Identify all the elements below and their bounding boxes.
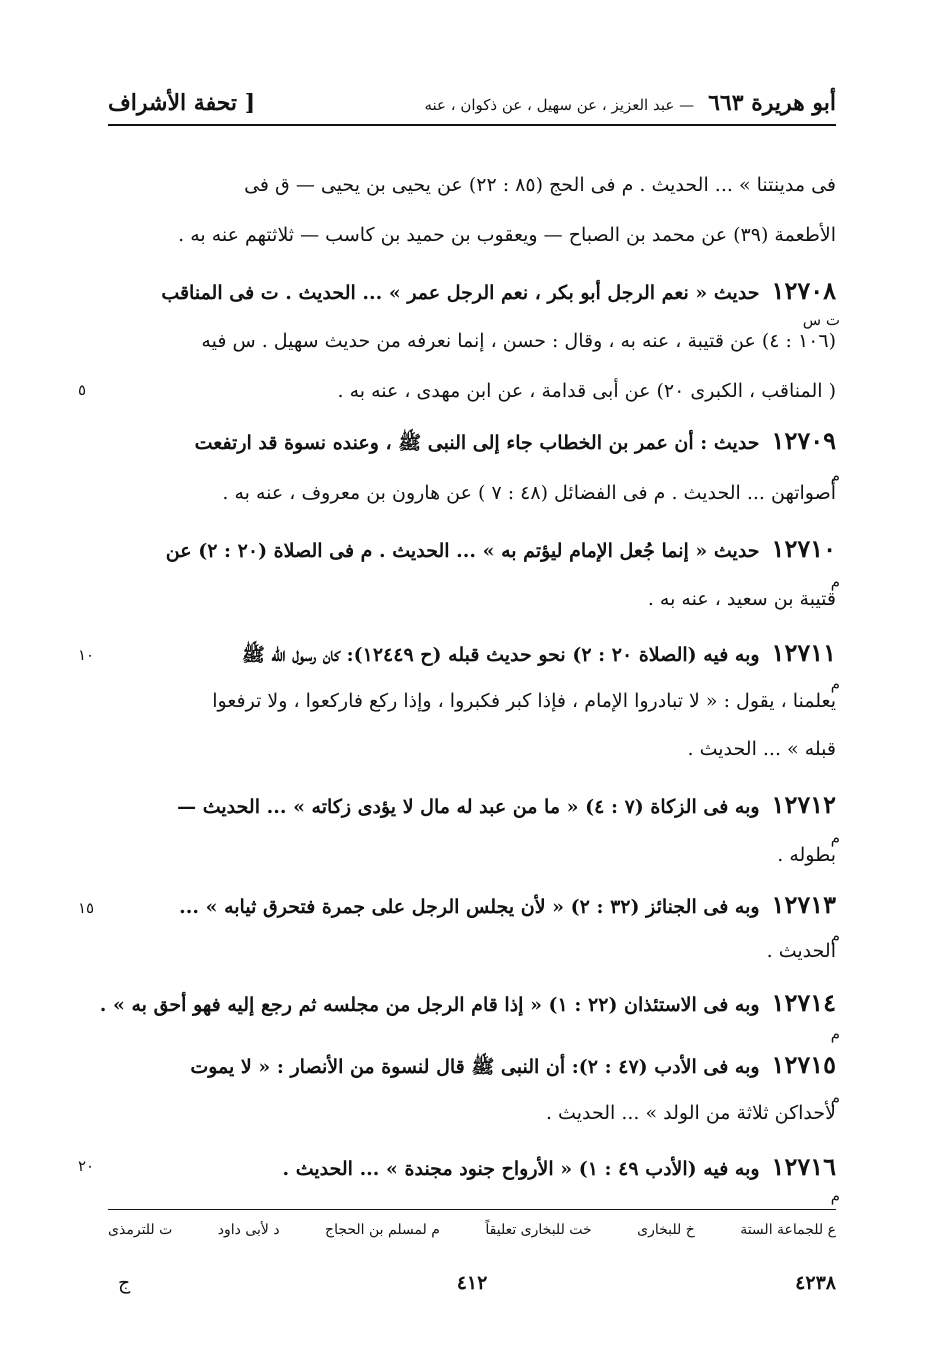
- footnote-divider: [108, 1209, 836, 1210]
- volume-signature: ج: [118, 1272, 131, 1294]
- text-line: الأطعمة (٣٩) عن محمد بن الصباح — ويعقوب بن حميد بن كاسب — ثلاثتهم عنه به .: [178, 224, 836, 246]
- header-narrator-title: أبو هريرة ٦٦٣: [708, 90, 836, 116]
- abbreviation-item: ت للترمذى: [108, 1222, 173, 1238]
- source-mark: م: [830, 573, 840, 591]
- hadith-entry-12714: ١٢٧١٤وبه فى الاستئذان (٢٢ : ١) « إذا قام الرجل من مجلسه ثم رجع إليه فهو أحق به » .: [99, 988, 836, 1017]
- text-line: الحديث .: [766, 940, 836, 962]
- hadith-entry-12711: ١٢٧١١وبه فيه (الصلاة ٢٠ : ٢) نحو حديث قبله (ح ١٢٤٤٩): كان رسول الله ﷺ: [241, 638, 836, 667]
- margin-line-number: ١٥: [78, 899, 95, 917]
- entry-number: ١٢٧١٤: [771, 988, 836, 1017]
- text-line: لأحداكن ثلاثة من الولد » ... الحديث .: [545, 1102, 836, 1124]
- abbreviation-item: ع للجماعة الستة: [740, 1222, 836, 1238]
- source-mark: م: [830, 467, 840, 485]
- header-book-name: [ تحفة الأشراف: [108, 90, 256, 116]
- abbreviation-item: خ للبخارى: [637, 1222, 695, 1238]
- text-line: ( المناقب ، الكبرى ٢٠) عن أبى قدامة ، عن ابن مهدى ، عنه به .: [337, 380, 836, 402]
- text-line: فى مدينتنا » ... الحديث . م فى الحج (٨٥ : ٢٢) عن يحيى بن يحيى — ق فى: [244, 174, 836, 196]
- abbreviation-key: [108, 1222, 836, 1238]
- page-number: ٤١٢: [456, 1272, 488, 1294]
- hadith-entry-12712: ١٢٧١٢وبه فى الزكاة (٧ : ٤) « ما من عبد له مال لا يؤدى زكاته » ... الحديث —: [177, 790, 836, 819]
- hadith-entry-12709: ١٢٧٠٩حديث : أن عمر بن الخطاب جاء إلى النبى ﷺ ، وعنده نسوة قد ارتفعت: [194, 426, 836, 455]
- header-chain: — عبد العزيز ، عن سهيل ، عن ذكوان ، عنه: [424, 96, 695, 114]
- entry-number: ١٢٧١٦: [771, 1152, 836, 1181]
- hadith-entry-12708: ١٢٧٠٨حديث « نعم الرجل أبو بكر ، نعم الرجل عمر » ... الحديث . ت فى المناقب: [161, 276, 836, 305]
- text-line: (١٠٦ : ٤) عن قتيبة ، عنه به ، وقال : حسن ، إنما نعرفه من حديث سهيل . س فيه: [201, 330, 836, 352]
- entry-number: ١٢٧٠٨: [771, 276, 836, 305]
- margin-line-number: ٥: [78, 381, 87, 399]
- abbreviation-item: د لأبى داود: [217, 1222, 280, 1238]
- abbreviation-item: م لمسلم بن الحجاج: [325, 1222, 440, 1238]
- entry-range-number: ٤٢٣٨: [795, 1272, 836, 1294]
- abbreviation-item: خت للبخارى تعليقاً: [485, 1222, 592, 1238]
- source-mark: ت س: [802, 311, 840, 329]
- source-mark: م: [830, 1089, 840, 1107]
- hadith-entry-12715: ١٢٧١٥وبه فى الأدب (٤٧ : ٢): أن النبى ﷺ قال لنسوة من الأنصار : « لا يموت: [190, 1050, 836, 1079]
- source-mark: م: [830, 1187, 840, 1205]
- margin-line-number: ١٠: [78, 646, 95, 664]
- hadith-entry-12713: ١٢٧١٣وبه فى الجنائز (٣٢ : ٢) « لأن يجلس الرجل على جمرة فتحرق ثيابه » ...: [179, 890, 836, 919]
- text-line: يعلمنا ، يقول : « لا تبادروا الإمام ، فإذا كبر فكبروا ، وإذا ركع فاركعوا ، ولا ترفعوا: [212, 690, 836, 712]
- entry-number: ١٢٧١٣: [771, 890, 836, 919]
- page-footer: [108, 1272, 836, 1302]
- margin-line-number: ٢٠: [78, 1157, 95, 1175]
- source-mark: م: [830, 927, 840, 945]
- text-line: قبله » ... الحديث .: [687, 738, 836, 760]
- entry-number: ١٢٧٠٩: [771, 426, 836, 455]
- source-mark: م: [830, 829, 840, 847]
- running-header: [108, 82, 836, 126]
- text-line: بطوله .: [777, 844, 836, 866]
- text-line: قتيبة بن سعيد ، عنه به .: [647, 588, 836, 610]
- entry-number: ١٢٧١٥: [771, 1050, 836, 1079]
- text-line: أصواتهن ... الحديث . م فى الفضائل (٤٨ : ٧ ) عن هارون بن معروف ، عنه به .: [222, 482, 836, 504]
- entry-number: ١٢٧١٢: [771, 790, 836, 819]
- source-mark: م: [830, 675, 840, 693]
- header-right-group: [424, 90, 836, 116]
- hadith-entry-12716: ١٢٧١٦وبه فيه (الأدب ٤٩ : ١) « الأرواح جنود مجندة » ... الحديث .: [282, 1152, 836, 1181]
- hadith-entry-12710: ١٢٧١٠حديث « إنما جُعل الإمام ليؤتم به » ... الحديث . م فى الصلاة (٢٠ : ٢) عن: [165, 534, 836, 563]
- entry-number: ١٢٧١١: [771, 638, 836, 667]
- source-mark: م: [830, 1025, 840, 1043]
- entry-number: ١٢٧١٠: [771, 534, 836, 563]
